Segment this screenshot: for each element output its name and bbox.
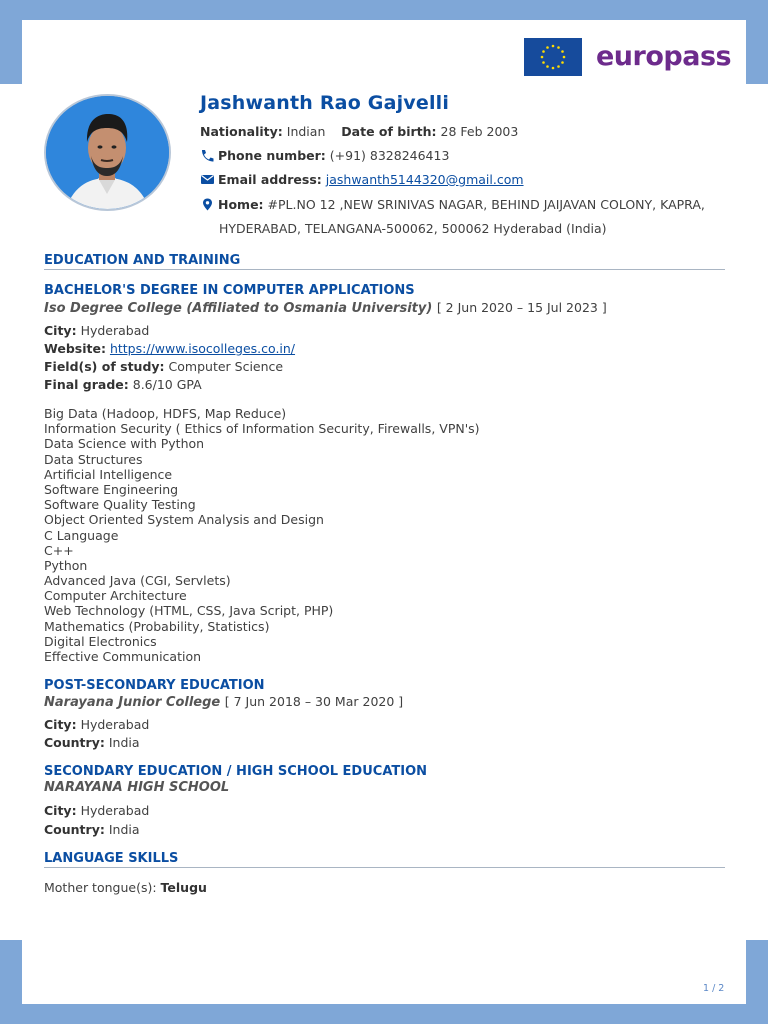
country-label: Country: [44,735,105,750]
degree-field-of-study [44,359,283,374]
list-item: Big Data (Hadoop, HDFS, Map Reduce) [44,406,287,421]
degree-dates: [ 2 Jun 2020 – 15 Jul 2023 ] [436,300,607,315]
home-line [200,197,705,212]
degree-website [44,341,295,356]
list-item: Artificial Intelligence [44,466,173,482]
list-item: Effective Communication [44,649,202,664]
profile-photo [44,94,171,211]
list-item: Object Oriented System Analysis and Design [44,512,324,528]
phone-line [200,148,449,163]
post-secondary-city [44,717,149,732]
post-secondary-institution-name: Narayana Junior College [44,695,221,710]
phone-value: (+91) 8328246413 [329,148,450,163]
post-secondary-country [44,735,140,750]
degree-title: BACHELOR'S DEGREE IN COMPUTER APPLICATIONS [44,283,415,298]
email-line [200,172,524,187]
degree-institution-name: Iso Degree College (Affiliated to Osmania University) [44,301,433,316]
city-label: City: [44,803,77,818]
list-item: Mathematics (Probability, Statistics) [44,618,270,634]
list-item: Software Quality Testing [44,497,196,513]
home-address-line2: HYDERABAD, TELANGANA-500062, 500062 Hyderabad (India) [219,221,607,236]
country-value: India [108,735,140,750]
degree-city [44,323,149,338]
home-label: Home: [218,197,264,212]
list-item: Advanced Java (CGI, Servlets) [44,573,231,589]
website-label: Website: [44,341,106,356]
person-name: Jashwanth Rao Gajvelli [200,92,450,114]
europass-wordmark: europass [596,41,732,72]
post-secondary-institution [44,694,403,710]
personal-line [200,124,518,139]
post-secondary-title: POST-SECONDARY EDUCATION [44,678,265,693]
city-value: Hyderabad [80,717,150,732]
secondary-institution: NARAYANA HIGH SCHOOL [44,780,230,795]
phone-label: Phone number: [218,148,326,163]
location-pin-icon [200,198,215,211]
degree-final-grade [44,377,202,392]
email-icon [200,173,215,186]
mother-tongue-value: Telugu [160,880,207,895]
list-item: Digital Electronics [44,633,157,649]
grade-label: Final grade: [44,377,129,392]
city-label: City: [44,717,77,732]
list-item: Information Security ( Ethics of Information Security, Firewalls, VPN's) [44,421,480,437]
dob-label: Date of birth: [341,124,437,139]
mother-tongue-line [44,880,207,895]
city-value: Hyderabad [80,803,150,818]
email-link[interactable]: jashwanth5144320@gmail.com [325,172,524,187]
list-item: Data Structures [44,451,143,467]
study-value: Computer Science [168,359,284,374]
list-item: Software Engineering [44,481,179,497]
mother-tongue-label: Mother tongue(s): [44,880,157,895]
list-item: C Language [44,527,119,543]
website-link[interactable]: https://www.isocolleges.co.in/ [109,341,296,356]
list-item: Computer Architecture [44,588,187,604]
nationality-label: Nationality: [200,124,283,139]
section-title-education: EDUCATION AND TRAINING [44,253,725,270]
secondary-country [44,822,140,837]
list-item: Data Science with Python [44,436,205,452]
secondary-title: SECONDARY EDUCATION / HIGH SCHOOL EDUCATION [44,764,428,779]
phone-icon [200,149,215,162]
list-item: Web Technology (HTML, CSS, Java Script, PHP) [44,603,334,619]
city-label: City: [44,323,77,338]
study-label: Field(s) of study: [44,359,165,374]
nationality-value: Indian [286,124,326,139]
country-label: Country: [44,822,105,837]
section-title-languages: LANGUAGE SKILLS [44,851,725,868]
degree-institution [44,300,607,316]
course-list [44,406,480,664]
secondary-city [44,803,149,818]
grade-value: 8.6/10 GPA [132,377,202,392]
eu-flag-icon [524,38,582,76]
email-label: Email address: [218,172,322,187]
list-item: Python [44,557,88,573]
country-value: India [108,822,140,837]
page-number: 1 / 2 [703,983,725,994]
list-item: C++ [44,542,74,558]
post-secondary-dates: [ 7 Jun 2018 – 30 Mar 2020 ] [224,694,404,709]
home-address-line1: #PL.NO 12 ,NEW SRINIVAS NAGAR, BEHIND JAIJAVAN COLONY, KAPRA, [267,197,705,212]
dob-value: 28 Feb 2003 [440,124,519,139]
europass-logo [524,38,731,76]
city-value: Hyderabad [80,323,150,338]
